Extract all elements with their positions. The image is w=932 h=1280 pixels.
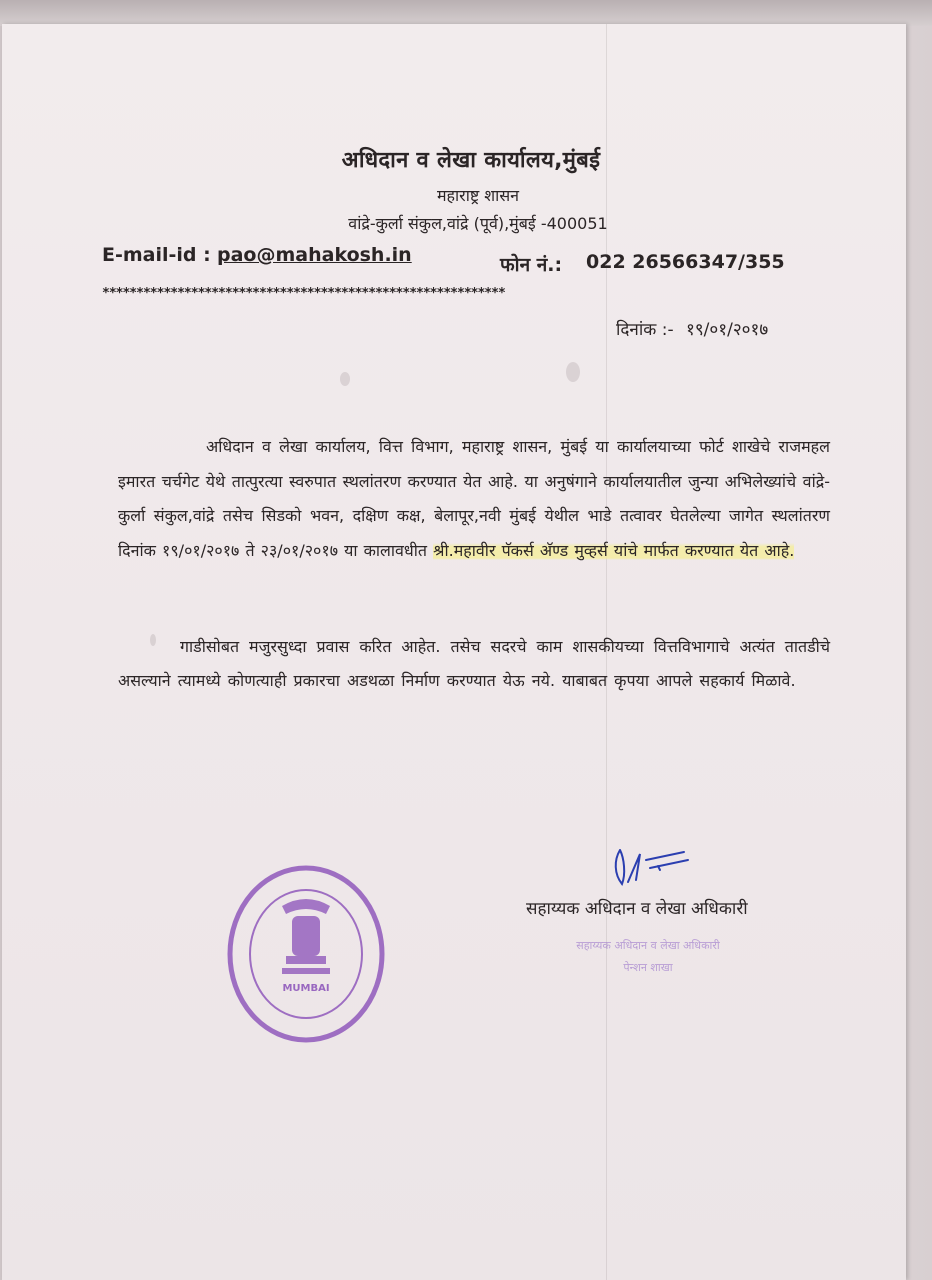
signatory-designation: सहाय्यक अधिदान व लेखा अधिकारी	[526, 899, 748, 919]
stamp-line-2: पेन्शन शाखा	[623, 961, 673, 974]
office-name: अधिदान व लेखा कार्यालय,मुंबई	[341, 148, 601, 173]
highlighted-mover-text: श्री.महावीर पॅकर्स अ‍ॅण्ड मुव्हर्स यांचे मार्फत करण्यात येत आहे.	[433, 540, 795, 560]
body-paragraph-1	[118, 430, 830, 568]
paper-mark	[566, 362, 580, 382]
email-link[interactable]: pao@mahakosh.in	[217, 244, 412, 266]
header-separator: ***********************************************************	[102, 286, 505, 301]
date-value: १९/०१/२०१७	[686, 320, 769, 340]
government-name: महाराष्ट्र शासन	[436, 186, 520, 205]
paper-mark	[340, 372, 350, 386]
seal-text: MUMBAI	[282, 983, 330, 994]
paragraph-1-text: अधिदान व लेखा कार्यालय, वित्त विभाग, महाराष्ट्र शासन, मुंबई या कार्यालयाच्या फोर्ट शाखेचे राजमहल इमारत चर्चगेट येथे तात्पुरत्या स्वरुपात स्थलांतरण करण्यात येत आहे. या अनुषंगाने कार्यालयातील जुन्या अभिलेख्यांचे वांद्रे-कुर्ला संकुल,वांद्रे तसेच सिडको भवन, दक्षिण कक्ष, बेलापूर,नवी मुंबई येथील भाडे तत्वावर घेतलेल्या जागेत स्थलांतरण दिनांक १९/०१/२०१७ ते २३/०१/२०१७ या कालावधीत	[118, 437, 830, 560]
office-seal-stamp	[222, 856, 390, 1046]
body-paragraph-2: गाडीसोबत मजुरसुध्दा प्रवास करित आहेत. तसेच सदरचे काम शासकीयच्या वित्तविभागाचे अत्यंत तातडीचे असल्याने त्यामध्ये कोणत्याही प्रकारचा अडथळा निर्माण करण्यात येऊ नये. याबाबत कृपया आपले सहकार्य मिळावे.	[118, 637, 830, 690]
phone-number: 022 26566347/355	[586, 251, 785, 273]
email-label: E-mail-id :	[102, 244, 211, 266]
office-address: वांद्रे-कुर्ला संकुल,वांद्रे (पूर्व),मुंबई -400051	[348, 214, 608, 233]
scan-top-edge	[0, 0, 932, 26]
handwritten-signature	[600, 840, 700, 900]
designation-stamp	[548, 935, 748, 979]
phone-label: फोन नं.:	[500, 254, 563, 276]
stamp-line-1: सहाय्यक अधिदान व लेखा अधिकारी	[576, 939, 720, 952]
date-label: दिनांक :-	[616, 320, 674, 340]
